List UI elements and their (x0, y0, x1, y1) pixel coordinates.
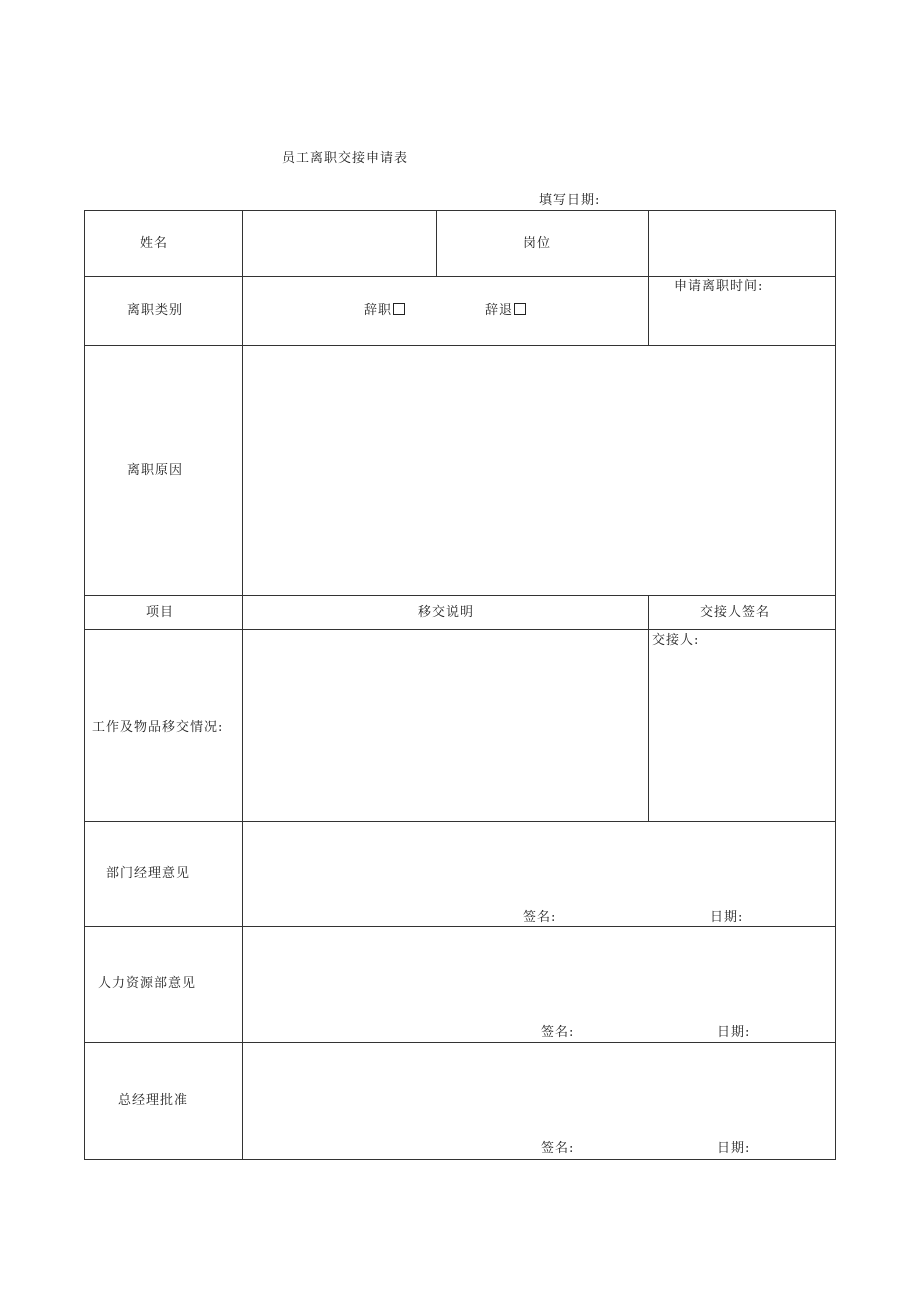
column-divider (436, 210, 437, 277)
reason-field[interactable] (244, 347, 834, 594)
gm-date-label: 日期: (717, 1141, 751, 1156)
hr-opinion-label: 人力资源部意见 (98, 976, 197, 991)
fill-date-label: 填写日期: (539, 193, 601, 208)
row-divider (84, 1042, 836, 1043)
hr-date-label: 日期: (717, 1025, 751, 1040)
row-divider (84, 629, 836, 630)
name-label: 姓名 (140, 236, 169, 251)
position-label: 岗位 (523, 236, 552, 251)
dept-opinion-label: 部门经理意见 (106, 866, 191, 881)
resign-option[interactable] (364, 303, 405, 319)
row-divider (84, 276, 836, 277)
column-divider (648, 210, 649, 346)
row-divider (84, 595, 836, 596)
table-border-bottom (84, 1159, 836, 1160)
position-field[interactable] (650, 212, 834, 275)
dismiss-option-label: 辞退 (485, 303, 514, 318)
name-field[interactable] (244, 212, 435, 275)
resign-type-label: 离职类别 (127, 303, 184, 318)
apply-time-label: 申请离职时间: (674, 279, 764, 294)
dismiss-checkbox[interactable] (514, 303, 526, 315)
table-border-left (84, 210, 85, 1160)
resign-option-label: 辞职 (364, 303, 393, 318)
resign-checkbox[interactable] (393, 303, 405, 315)
column-divider (648, 595, 649, 822)
row-divider (84, 926, 836, 927)
handover-person-label: 交接人: (652, 633, 700, 648)
item-header: 项目 (146, 605, 175, 620)
form-title: 员工离职交接申请表 (282, 151, 409, 166)
handover-desc-header: 移交说明 (418, 605, 475, 620)
dept-sign-label: 签名: (523, 910, 557, 925)
dismiss-option[interactable] (485, 303, 526, 319)
dept-date-label: 日期: (710, 910, 744, 925)
gm-approval-label: 总经理批准 (118, 1093, 189, 1108)
table-border-right (835, 210, 836, 1160)
handover-sign-header: 交接人签名 (700, 605, 771, 620)
column-divider (242, 210, 243, 1160)
reason-label: 离职原因 (127, 463, 184, 478)
handover-label: 工作及物品移交情况: (92, 720, 224, 735)
handover-desc-field[interactable] (244, 631, 647, 820)
row-divider (84, 345, 836, 346)
row-divider (84, 821, 836, 822)
gm-sign-label: 签名: (541, 1141, 575, 1156)
table-border-top (84, 210, 836, 211)
hr-sign-label: 签名: (541, 1025, 575, 1040)
